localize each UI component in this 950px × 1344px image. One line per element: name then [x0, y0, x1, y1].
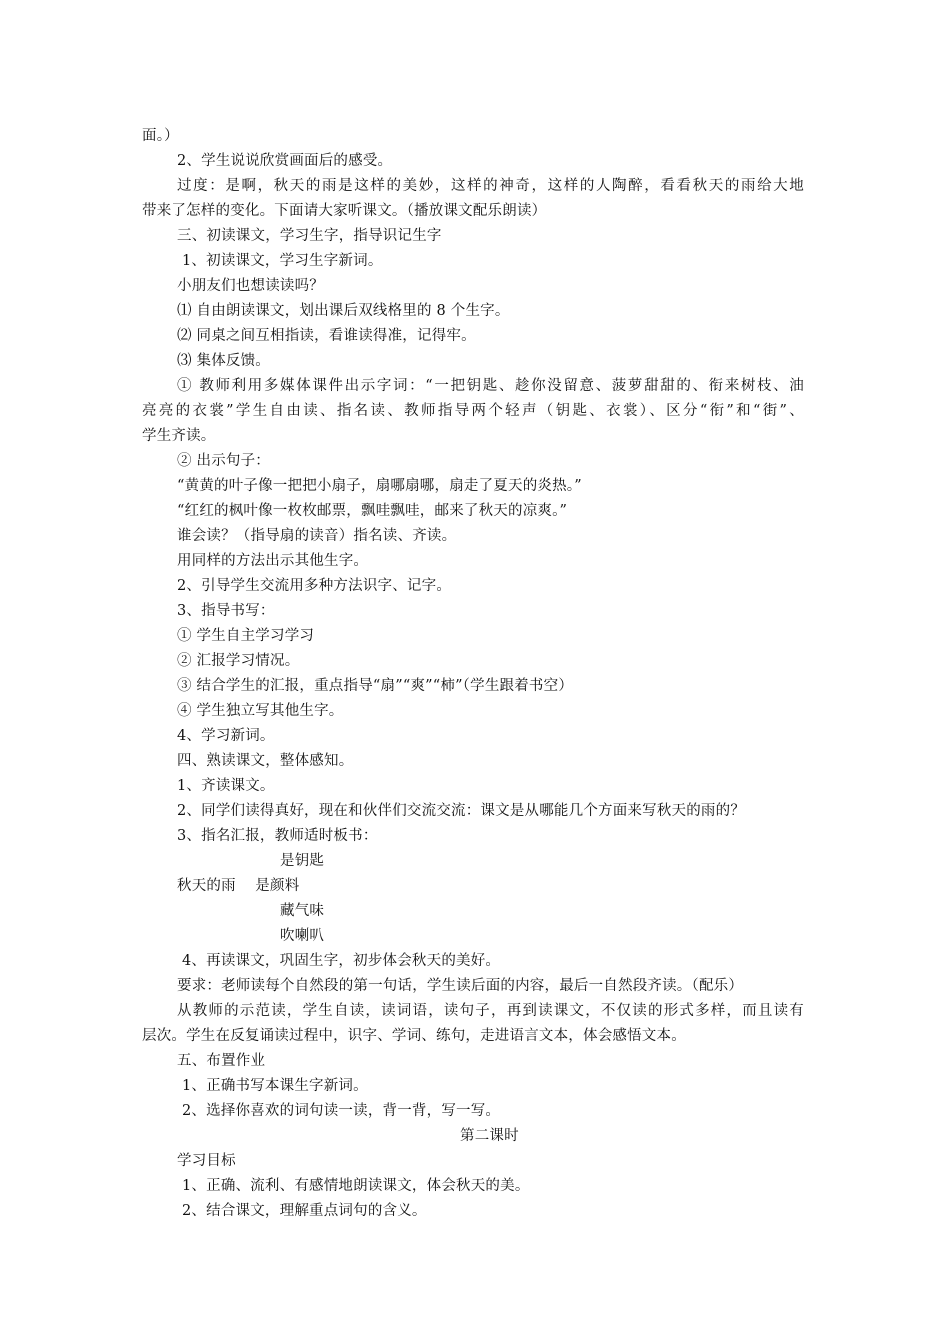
text-line: 2、引导学生交流用多种方法识字、记字。 [177, 578, 452, 594]
text-line: 从教师的示范读，学生自读，读词语，读句子，再到读课文，不仅读的形式多样，而且读有 [177, 1003, 804, 1019]
text-line: 要求：老师读每个自然段的第一句话，学生读后面的内容，最后一自然段齐读。（配乐） [177, 978, 744, 994]
text-line: “黄黄的叶子像一把把小扇子，扇哪扇哪，扇走了夏天的炎热。” [177, 478, 582, 494]
text-line: 小朋友们也想读读吗？ [177, 278, 324, 294]
text-line: 带来了怎样的变化。下面请大家听课文。（播放课文配乐朗读） [142, 203, 547, 219]
text-line: 1、初读课文，学习生字新词。 [182, 253, 383, 269]
text-line: “红红的枫叶像一枚枚邮票，飘哇飘哇，邮来了秋天的凉爽。” [177, 503, 568, 519]
board-item: 秋天的雨 是颜料 [177, 878, 300, 894]
text-line: 2、同学们读得真好，现在和伙伴们交流交流：课文是从哪能几个方面来写秋天的雨的？ [177, 803, 746, 819]
board-item: 是钥匙 [280, 853, 325, 869]
section-heading: 学习目标 [177, 1153, 236, 1169]
text-line: 2、结合课文，理解重点词句的含义。 [182, 1203, 427, 1219]
text-line: ④ 学生独立写其他生字。 [177, 703, 344, 719]
text-line: 4、学习新词。 [177, 728, 275, 744]
text-line: 3、指名汇报，教师适时板书： [177, 828, 378, 844]
text-line: 用同样的方法出示其他生字。 [177, 553, 369, 569]
text-line: ① 学生自主学习学习 [177, 628, 315, 644]
board-item: 吹喇叭 [280, 928, 325, 944]
text-line: 1、正确书写本课生字新词。 [182, 1078, 368, 1094]
text-line: ⑶ 集体反馈。 [177, 353, 271, 369]
text-line: 面。） [142, 128, 179, 144]
text-line: ⑵ 同桌之间互相指读，看谁读得准，记得牢。 [177, 328, 476, 344]
text-line: ② 汇报学习情况。 [177, 653, 300, 669]
section-heading: 五、布置作业 [177, 1053, 266, 1069]
text-line: 学生齐读。 [142, 428, 216, 444]
text-line: 过度：是啊，秋天的雨是这样的美妙，这样的神奇，这样的人陶醉，看看秋天的雨给大地 [177, 178, 804, 194]
text-line: 4、再读课文，巩固生字，初步体会秋天的美好。 [182, 953, 501, 969]
section-heading: 四、熟读课文，整体感知。 [177, 753, 354, 769]
section-title: 第二课时 [460, 1128, 519, 1144]
text-line: ③ 结合学生的汇报，重点指导“扇”“爽”“柿”（学生跟着书空） [177, 678, 574, 694]
text-line: ① 教师利用多媒体课件出示字词：“一把钥匙、趁你没留意、菠萝甜甜的、衔来树枝、油 [177, 378, 804, 394]
text-line: ⑴ 自由朗读课文，划出课后双线格里的 8 个生字。 [177, 303, 510, 319]
text-line: 层次。学生在反复诵读过程中，识字、学词、练句，走进语言文本，体会感悟文本。 [142, 1028, 686, 1044]
text-line: 2、学生说说欣赏画面后的感受。 [177, 153, 393, 169]
text-line: 1、正确、流利、有感情地朗读课文，体会秋天的美。 [182, 1178, 530, 1194]
text-line: 2、选择你喜欢的词句读一读，背一背，写一写。 [182, 1103, 501, 1119]
text-line: 3、指导书写： [177, 603, 275, 619]
section-heading: 三、初读课文，学习生字，指导识记生字 [177, 228, 442, 244]
text-line: 谁会读？（指导扇的读音）指名读、齐读。 [177, 528, 457, 544]
text-line: ② 出示句子： [177, 453, 271, 469]
text-line: 1、齐读课文。 [177, 778, 275, 794]
board-item: 藏气味 [280, 903, 325, 919]
text-line: 亮亮的衣裳”学生自由读、指名读、教师指导两个轻声（钥匙、衣裳）、区分“衔”和“街”、 [142, 403, 804, 419]
